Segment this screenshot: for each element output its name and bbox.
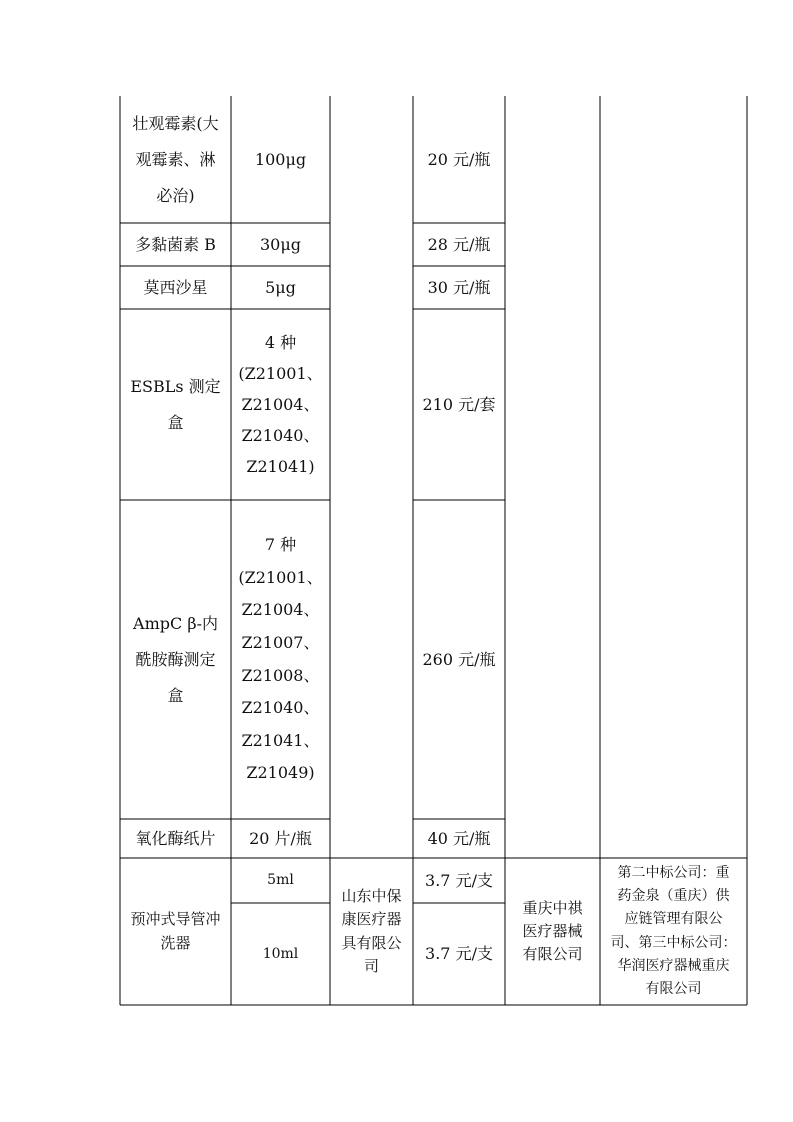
table-cell-price: 20 元/瓶: [427, 149, 491, 169]
table-cell-name: 莫西沙星: [143, 277, 208, 297]
table-cell-price: 210 元/套: [422, 394, 496, 414]
table-cell-price: 3.7 元/支: [425, 944, 493, 964]
table-cell-price: 260 元/瓶: [422, 649, 496, 669]
table-cell-name: 壮观霉素(大 观霉素、淋 必治): [132, 113, 219, 205]
table-cell-name: 多黏菌素 B: [135, 234, 216, 254]
table-cell-name: ESBLs 测定 盒: [130, 376, 221, 432]
table-cell-price: 40 元/瓶: [427, 828, 491, 848]
table-cell-spec: 5ml: [267, 872, 294, 889]
table-cell-note: 第二中标公司：重 药金泉（重庆）供 应链管理有限公 司、第三中标公司： 华润医疗器械重庆 有限公司: [610, 865, 737, 997]
table-cell-name: 预冲式导管冲 洗器: [130, 910, 221, 952]
table-cell-price: 28 元/瓶: [427, 234, 491, 254]
table-cell-spec: 30μg: [260, 234, 301, 254]
table-cell-spec: 10ml: [262, 945, 299, 962]
table-cell-name: AmpC β-内 酰胺酶测定 盒: [133, 613, 218, 705]
table-cell-price: 30 元/瓶: [427, 277, 491, 297]
table-cell-spec: 5μg: [265, 277, 296, 297]
table-cell-spec: 4 种 (Z21001、 Z21004、 Z21040、 Z21041): [238, 332, 323, 477]
table-cell-spec: 100μg: [254, 149, 307, 169]
table-cell-manufacturer: 山东中保 康医疗器 具有限公 司: [341, 887, 402, 975]
table-cell-spec: 7 种 (Z21001、 Z21004、 Z21007、 Z21008、 Z21040、 Z21041、 Z21049): [238, 535, 323, 783]
table-cell-winner: 重庆中祺 医疗器械 有限公司: [522, 898, 583, 964]
table-cell-name: 氧化酶纸片: [135, 828, 216, 848]
table-cell-price: 3.7 元/支: [425, 870, 493, 890]
table-cell-spec: 20 片/瓶: [249, 828, 312, 848]
